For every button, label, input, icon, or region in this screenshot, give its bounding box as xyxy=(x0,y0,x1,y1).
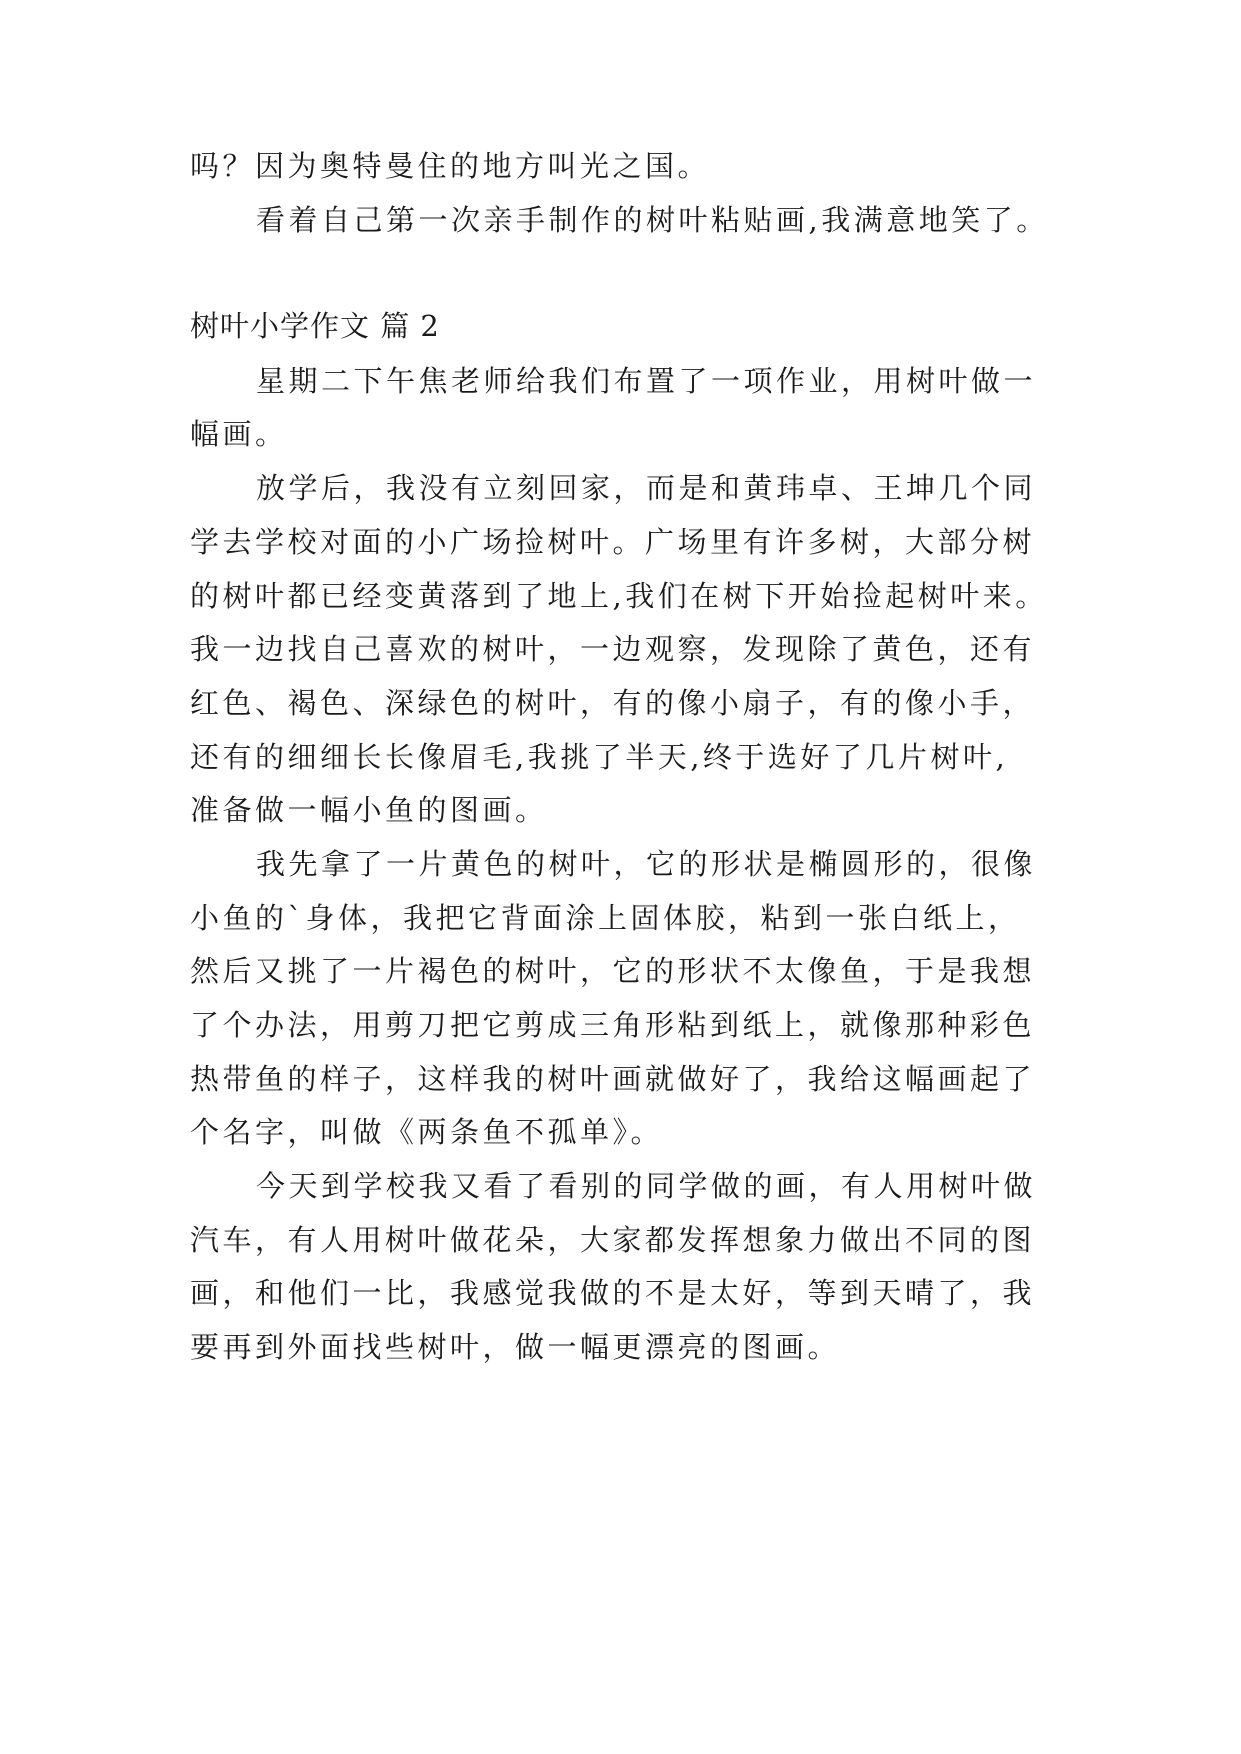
paragraph-line: 要再到外面找些树叶，做一幅更漂亮的图画。 xyxy=(190,1330,841,1364)
paragraph-line: 星期二下午焦老师给我们布置了一项作业，用树叶做一 xyxy=(256,364,1037,398)
paragraph-line: 今天到学校我又看了看别的同学做的画，有人用树叶做 xyxy=(256,1169,1037,1203)
paragraph-line: 的树叶都已经变黄落到了地上,我们在树下开始捡起树叶来。 xyxy=(190,579,1048,613)
paragraph-line: 我一边找自己喜欢的树叶，一边观察，发现除了黄色，还有 xyxy=(190,632,1036,666)
paragraph-line: 画，和他们一比，我感觉我做的不是太好，等到天晴了，我 xyxy=(190,1276,1036,1310)
paragraph-line: 学去学校对面的小广场捡树叶。广场里有许多树，大部分树 xyxy=(190,525,1036,559)
paragraph-line: 小鱼的`身体，我把它背面涂上固体胶，粘到一张白纸上， xyxy=(190,901,1021,935)
paragraph-line: 准备做一幅小鱼的图画。 xyxy=(190,793,548,827)
paragraph-line: 放学后，我没有立刻回家，而是和黄玮卓、王坤几个同 xyxy=(256,471,1037,505)
paragraph-line: 了个办法，用剪刀把它剪成三角形粘到纸上，就像那种彩色 xyxy=(190,1008,1036,1042)
continuation-line: 看着自己第一次亲手制作的树叶粘贴画,我满意地笑了。 xyxy=(256,203,1049,237)
paragraph-line: 个名字，叫做《两条鱼不孤单》。 xyxy=(190,1115,664,1149)
paragraph-line: 还有的细细长长像眉毛,我挑了半天,终于选好了几片树叶, xyxy=(190,740,1009,774)
continuation-line: 吗？因为奥特曼住的地方叫光之国。 xyxy=(190,149,711,183)
paragraph-line: 汽车，有人用树叶做花朵，大家都发挥想象力做出不同的图 xyxy=(190,1223,1036,1257)
paragraph-line: 我先拿了一片黄色的树叶，它的形状是椭圆形的，很像 xyxy=(256,847,1037,881)
paragraph-line: 热带鱼的样子，这样我的树叶画就做好了，我给这幅画起了 xyxy=(190,1062,1036,1096)
paragraph-line: 然后又挑了一片褐色的树叶，它的形状不太像鱼，于是我想 xyxy=(190,954,1036,988)
section-title: 树叶小学作文 篇 2 xyxy=(190,309,440,343)
paragraph-line: 红色、褐色、深绿色的树叶，有的像小扇子，有的像小手， xyxy=(190,686,1036,720)
paragraph-line: 幅画。 xyxy=(190,417,288,451)
